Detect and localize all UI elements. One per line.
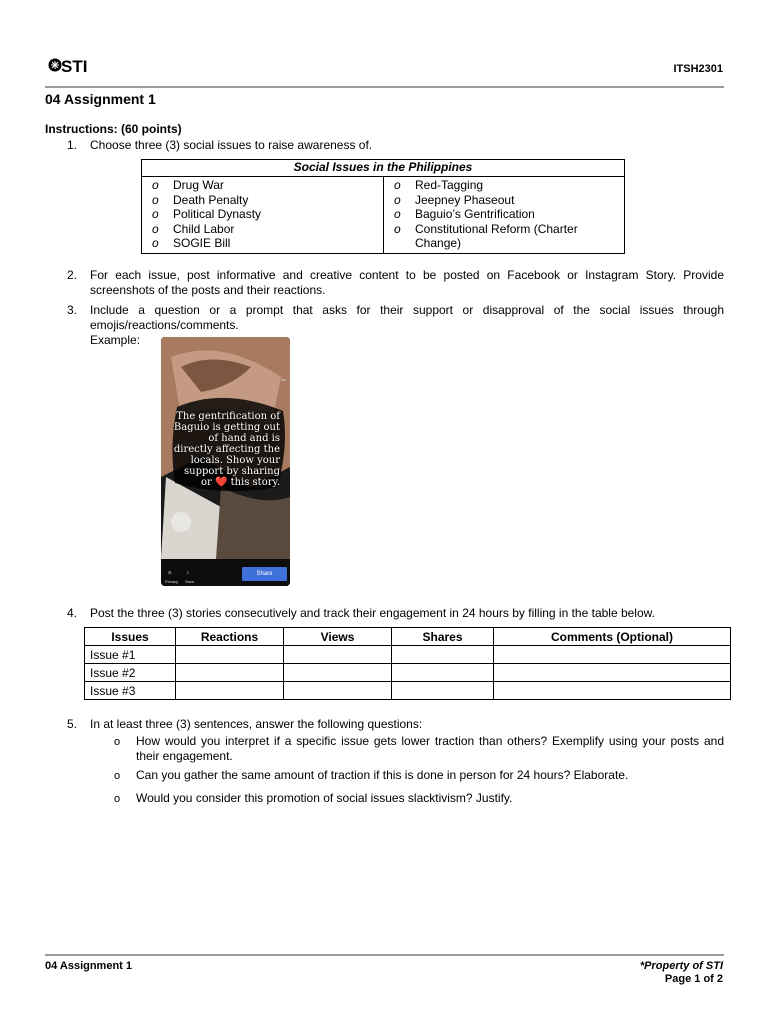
header-issues: Issues bbox=[85, 628, 176, 646]
footer-divider bbox=[45, 954, 724, 956]
social-issues-right-column bbox=[384, 177, 625, 254]
table-row bbox=[85, 682, 731, 700]
list-item: o Constitutional Reform (Charter Change) bbox=[394, 221, 578, 251]
table-cell[interactable] bbox=[494, 664, 731, 682]
question-item: Would you consider this promotion of social issues slacktivism? Justify. bbox=[136, 791, 513, 805]
item-text: Include a question or a prompt that asks for their support or disapproval of the social issues through emojis/reactions/comments. bbox=[90, 303, 724, 332]
row-label: Issue #2 bbox=[85, 664, 176, 682]
footer-info bbox=[560, 960, 723, 986]
item-number: 4. bbox=[67, 606, 78, 620]
instagram-story-example bbox=[161, 337, 290, 586]
privacy-label: Privacy bbox=[165, 579, 179, 584]
save-label: Save bbox=[185, 579, 195, 584]
table-cell[interactable] bbox=[392, 646, 494, 664]
document-code: ITSH2301 bbox=[673, 63, 723, 75]
item-text: For each issue, post informative and creative content to be posted on Facebook or Instagram Story. Provide screenshots of the posts and their reactions. bbox=[90, 268, 724, 297]
row-label: Issue #3 bbox=[85, 682, 176, 700]
table-cell[interactable] bbox=[392, 664, 494, 682]
item-number: 1. bbox=[67, 138, 78, 152]
privacy-gear-icon: ⚙ bbox=[168, 570, 172, 575]
social-issues-heading: Social Issues in the Philippines bbox=[142, 160, 625, 177]
property-notice: *Property of STI bbox=[639, 960, 723, 972]
bullet: o bbox=[114, 793, 121, 805]
table-cell[interactable] bbox=[176, 646, 284, 664]
sti-logo bbox=[48, 55, 88, 77]
item-number: 2. bbox=[67, 268, 78, 282]
item-number: 5. bbox=[67, 717, 78, 731]
table-cell[interactable] bbox=[284, 682, 392, 700]
item-number: 3. bbox=[67, 303, 78, 317]
item-text: Post the three (3) stories consecutively and track their engagement in 24 hours by filling in the table below. bbox=[90, 606, 655, 620]
table-cell[interactable] bbox=[176, 682, 284, 700]
svg-text:STI: STI bbox=[61, 57, 88, 76]
list-item: o Political Dynasty bbox=[152, 207, 262, 222]
table-row bbox=[85, 664, 731, 682]
bullet: o bbox=[114, 770, 121, 782]
item-text: In at least three (3) sentences, answer the following questions: bbox=[90, 717, 423, 731]
instructions-heading: Instructions: (60 points) bbox=[45, 122, 182, 136]
social-issues-left-column bbox=[142, 177, 384, 254]
list-item: o Jeepney Phaseout bbox=[394, 192, 515, 207]
share-button: Share bbox=[242, 567, 287, 581]
text-tool-icon: Aa bbox=[281, 377, 286, 382]
header-divider bbox=[45, 86, 724, 88]
page-title: 04 Assignment 1 bbox=[45, 91, 156, 107]
footer-title: 04 Assignment 1 bbox=[45, 960, 133, 972]
table-cell[interactable] bbox=[284, 646, 392, 664]
table-row bbox=[85, 646, 731, 664]
question-item: Can you gather the same amount of traction if this is done in person for 24 hours? Elaborate. bbox=[136, 768, 629, 782]
list-item: o Drug War bbox=[152, 178, 224, 192]
list-item: o Red-Tagging bbox=[394, 178, 484, 192]
page-number: Page 1 of 2 bbox=[664, 973, 723, 985]
header-reactions: Reactions bbox=[176, 628, 284, 646]
list-item: o Baguio’s Gentrification bbox=[394, 207, 535, 222]
story-caption: The gentrification of Baguio is getting out of hand and is directly affecting the locals. Show your support by sharing or ❤️ this story. bbox=[173, 411, 280, 488]
engagement-table bbox=[84, 627, 731, 700]
row-label: Issue #1 bbox=[85, 646, 176, 664]
table-cell[interactable] bbox=[284, 664, 392, 682]
bullet: o bbox=[114, 736, 121, 748]
example-label: Example: bbox=[90, 333, 141, 347]
list-item: o SOGIE Bill bbox=[152, 236, 231, 251]
save-download-icon: ⇩ bbox=[186, 570, 190, 575]
table-header-row bbox=[85, 628, 731, 646]
social-issues-table bbox=[141, 159, 625, 254]
header-views: Views bbox=[284, 628, 392, 646]
table-cell[interactable] bbox=[494, 646, 731, 664]
header-shares: Shares bbox=[392, 628, 494, 646]
table-cell[interactable] bbox=[494, 682, 731, 700]
list-item: o Child Labor bbox=[152, 221, 235, 236]
list-item: o Death Penalty bbox=[152, 192, 249, 207]
table-cell[interactable] bbox=[176, 664, 284, 682]
header-comments: Comments (Optional) bbox=[494, 628, 731, 646]
table-cell[interactable] bbox=[392, 682, 494, 700]
question-item: How would you interpret if a specific issue gets lower traction than others? Exemplify using your posts and their engagement. bbox=[136, 734, 724, 763]
item-text: Choose three (3) social issues to raise awareness of. bbox=[90, 138, 373, 152]
